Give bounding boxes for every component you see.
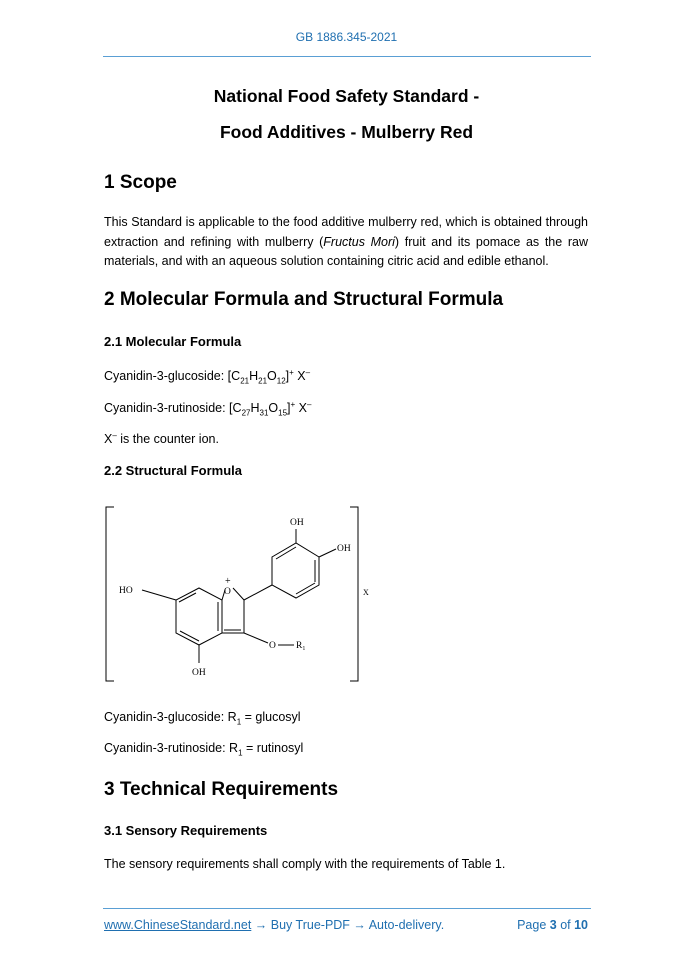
site-link[interactable]: www.ChineseStandard.net	[104, 918, 252, 932]
left-bracket	[106, 507, 114, 681]
promo-text: → Buy True-PDF → Auto-delivery.	[251, 918, 445, 932]
ho-left-label: HO	[119, 586, 133, 596]
document-number-header: GB 1886.345-2021	[295, 30, 398, 44]
plus-label: +	[225, 576, 231, 587]
section-scope-heading: 1 Scope	[104, 172, 177, 193]
aryl-bond	[244, 585, 272, 600]
right-bracket	[350, 507, 358, 681]
ring-c	[222, 600, 244, 633]
oh-top-label: OH	[290, 518, 304, 528]
header-divider	[103, 56, 591, 57]
ring-b	[272, 543, 319, 598]
o-substituent-label: O	[269, 641, 276, 651]
scope-text-italic: Fructus Mori	[323, 234, 395, 249]
oxonium-o-label: O	[224, 587, 231, 597]
page-total: 10	[574, 918, 588, 932]
page-number: 3	[549, 918, 557, 932]
counter-ion-x-label: X	[363, 588, 369, 597]
title-line-2: Food Additives - Mulberry Red	[219, 122, 474, 142]
scope-text-b: ) fruit and its pomace as the raw materials, and with an aqueous solution containing citric acid and edible ethanol.	[104, 234, 588, 268]
footer-divider	[103, 908, 591, 909]
r1-label: $R_1$	[296, 641, 306, 652]
title-line-1: National Food Safety Standard -	[213, 86, 480, 106]
glucoside-formula: Cyanidin-3-glucoside: $[C_{21}H_{21}O_{12}]^+$ X–	[104, 368, 311, 386]
glucoside-r1-note: Cyanidin-3-glucoside: $R_1$ = glucosyl	[104, 710, 301, 727]
ring-a	[176, 588, 222, 645]
molecular-formula-heading: 2.1 Molecular Formula	[104, 334, 242, 349]
structural-formula-diagram	[104, 505, 369, 687]
section-formula-heading: 2 Molecular Formula and Structural Formula	[104, 289, 504, 310]
footer-promo	[104, 918, 444, 932]
rutinoside-r1-note: Cyanidin-3-rutinoside: $R_1$ = rutinosyl	[104, 741, 304, 758]
section-technical-heading: 3 Technical Requirements	[104, 779, 339, 800]
scope-paragraph	[104, 213, 588, 272]
oh-right-label: OH	[337, 544, 351, 554]
oh-bottom-label: OH	[192, 668, 206, 678]
page-indicator: Page 3 of 10	[517, 918, 588, 932]
counter-ion-note: X– is the counter ion.	[104, 431, 219, 447]
sensory-text: The sensory requirements shall comply with the requirements of Table 1.	[104, 857, 506, 871]
scope-text-a: This Standard is applicable to the food additive mulberry red, which is obtained through extraction and refining with mulberry (	[104, 215, 588, 249]
rutinoside-formula: Cyanidin-3-rutinoside: $[C_{27}H_{31}O_{15}]^+$ X–	[104, 400, 312, 418]
structural-formula-heading: 2.2 Structural Formula	[104, 463, 242, 478]
sensory-heading: 3.1 Sensory Requirements	[104, 823, 268, 838]
